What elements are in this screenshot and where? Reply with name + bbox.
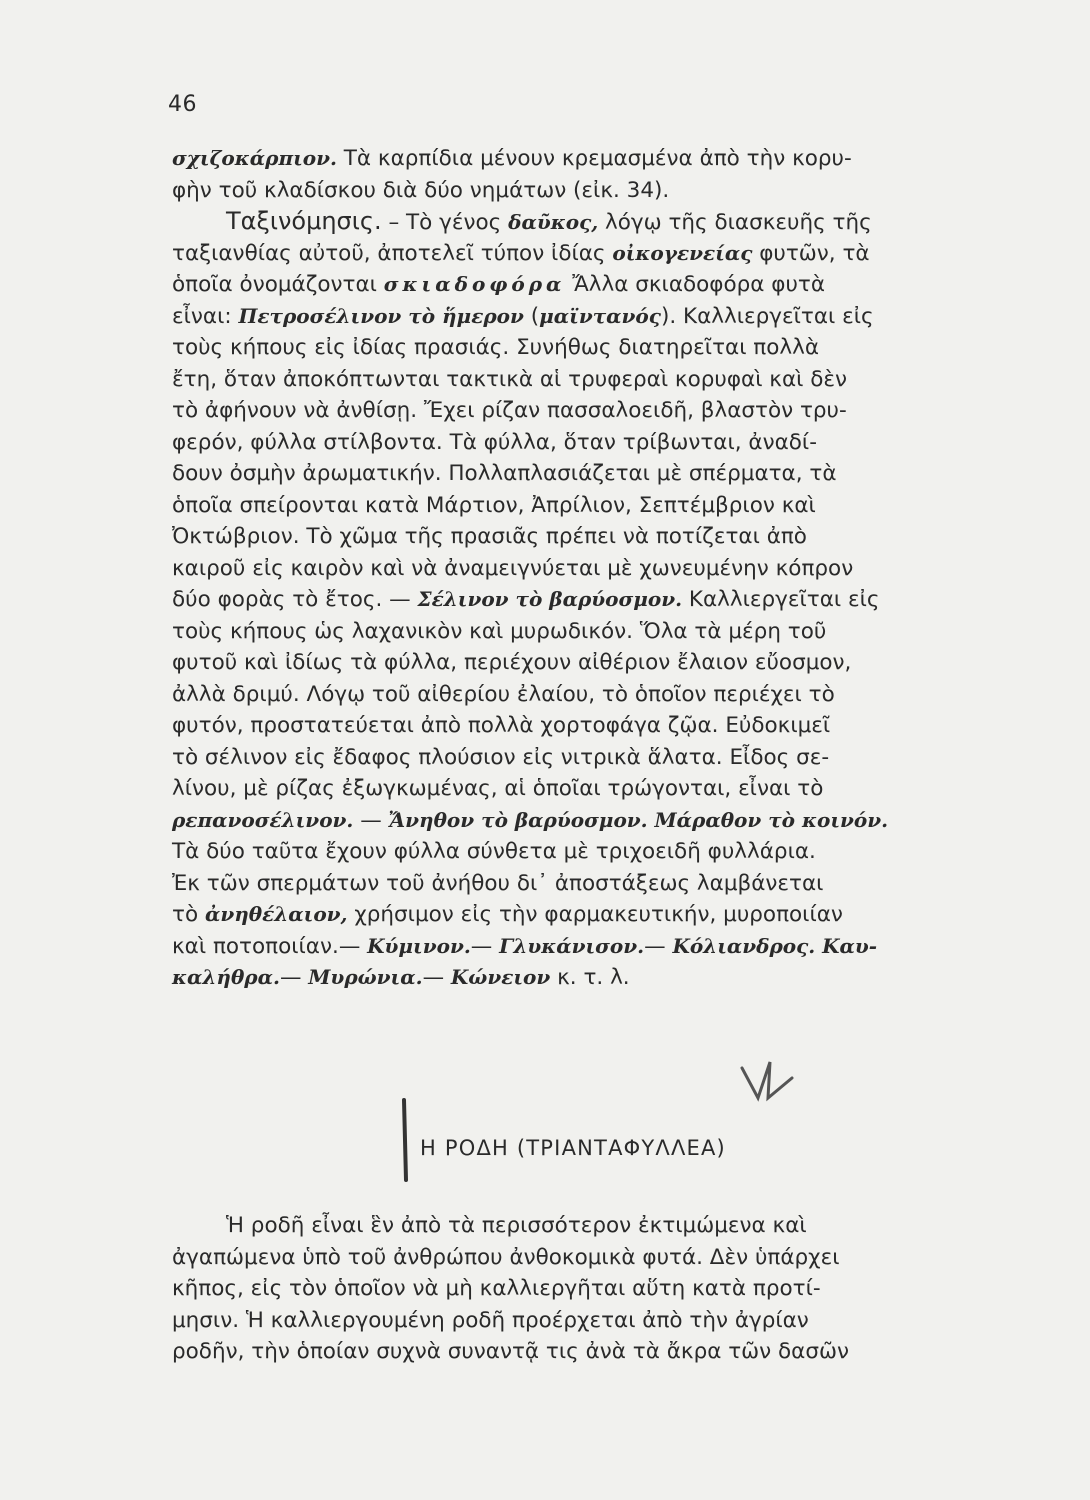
body-text-rodi: [172, 1210, 1034, 1368]
text-line: ὁποῖα ὀνομάζονται σκιαδοφόρα Ἄλλα σκιαδοφόρα φυτὰ: [172, 272, 826, 297]
term-skiadofora: σκιαδοφόρα: [383, 272, 566, 296]
term-anithon: Ἄνηθον τὸ βαρύοσμον.: [388, 807, 648, 832]
text-line: καιροῦ εἰς καιρὸν καὶ νὰ ἀναμειγνύεται μὲ χωνευμένην κόπρον: [172, 555, 854, 581]
text-line: τὸ ἀφήνουν νὰ ἀνθίσῃ. Ἔχει ρίζαν πασσαλοειδῆ, βλαστὸν τρυ-: [172, 398, 847, 423]
term-kaukalithra-end: καλήθρα.: [172, 965, 280, 989]
body-text-main: [172, 143, 1034, 994]
text-line: σχιζοκάρπιον. Τὰ καρπίδια μένουν κρεμασμένα ἀπὸ τὴν κορυ-: [172, 146, 852, 171]
term-myronia: Μυρώνια.: [308, 965, 423, 989]
text-line: κῆπος, εἰς τὸν ὁποῖον νὰ μὴ καλλιεργῆται αὕτη κατὰ προτί-: [172, 1276, 821, 1301]
term-kyminon: Κύμινον.: [367, 933, 471, 958]
text-line: εἶναι: Πετροσέλινον τὸ ἥμερον (μαϊντανός). Καλλιεργεῖται εἰς: [172, 303, 874, 329]
term-schizocarpion: σχιζοκάρπιον.: [172, 146, 337, 170]
text-line: καλήθρα.— Μυρώνια.— Κώνειον κ. τ. λ.: [172, 965, 630, 990]
text-line: φὴν τοῦ κλαδίσκου διὰ δύο νημάτων (εἰκ. 34).: [172, 177, 670, 203]
term-marathon: Μάραθον τὸ κοινόν.: [654, 807, 889, 832]
text-line: δύο φορὰς τὸ ἔτος. — Σέλινον τὸ βαρύοσμον. Καλλιεργεῖται εἰς: [172, 587, 880, 612]
text-line: λίνου, μὲ ρίζας ἐξωγκωμένας, αἱ ὁποῖαι τρώγονται, εἶναι τὸ: [172, 776, 824, 801]
text-line: Ταξινόμησις. – Τὸ γένος δαῦκος, λόγῳ τῆς διασκευῆς τῆς: [226, 207, 872, 235]
term-kaukalithra-start: Καυ-: [822, 933, 878, 958]
text-line: φυτοῦ καὶ ἰδίως τὰ φύλλα, περιέχουν αἰθέριον ἔλαιον εὔοσμον,: [172, 650, 852, 675]
term-koneion: Κώνειον: [450, 965, 551, 989]
text-line: ροδῆν, τὴν ὁποίαν συχνὰ συναντᾷ τις ἀνὰ τὰ ἄκρα τῶν δασῶν: [172, 1339, 849, 1364]
text-line: ἔτη, ὅταν ἀποκόπτωνται τακτικὰ αἱ τρυφεραὶ κορυφαὶ καὶ δὲν: [172, 366, 848, 392]
text-line: τοὺς κήπους εἰς ἰδίας πρασιάς. Συνήθως διατηρεῖται πολλὰ: [172, 335, 820, 360]
section-heading-rodi: Η ΡΟΔΗ (ΤΡΙΑΝΤΑΦΥΛΛΕΑ): [420, 1136, 726, 1160]
text-line: ἀγαπώμενα ὑπὸ τοῦ ἀνθρώπου ἀνθοκομικὰ φυτά. Δὲν ὑπάρχει: [172, 1244, 840, 1270]
term-daukos: δαῦκος,: [508, 210, 599, 234]
pencil-checkmark: [742, 1062, 792, 1098]
text-line: ταξιανθίας αὐτοῦ, ἀποτελεῖ τύπον ἰδίας οἰκογενείας φυτῶν, τὰ: [172, 240, 870, 266]
subheading-taxinomisis: Ταξινόμησις.: [226, 207, 382, 235]
text-line: καὶ ποτοποιίαν.— Κύμινον.— Γλυκάνισον.— Κόλιανδρος. Καυ-: [172, 933, 878, 959]
text-line: Ἡ ροδῆ εἶναι ἓν ἀπὸ τὰ περισσότερον ἐκτιμώμενα καὶ: [226, 1213, 807, 1238]
text-line: δουν ὀσμὴν ἀρωματικήν. Πολλαπλασιάζεται μὲ σπέρματα, τὰ: [172, 461, 837, 486]
term-koliandros: Κόλιανδρος.: [672, 933, 816, 958]
term-oikogeneias: οἰκογενείας: [612, 240, 753, 265]
text-line: τοὺς κήπους ὡς λαχανικὸν καὶ μυρωδικόν. Ὅλα τὰ μέρη τοῦ: [172, 618, 827, 644]
term-repanoselinon: ρεπανοσέλινον.: [172, 807, 354, 832]
text-line: τὸ ἀνηθέλαιον, χρήσιμον εἰς τὴν φαρμακευτικήν, μυροποιίαν: [172, 902, 843, 927]
term-maintanos: μαϊντανός: [539, 303, 661, 328]
text-line: μησιν. Ἡ καλλιεργουμένη ροδῆ προέρχεται ἀπὸ τὴν ἀγρίαν: [172, 1307, 809, 1333]
text-line: Ἐκ τῶν σπερμάτων τοῦ ἀνήθου δι᾽ ἀποστάξεως λαμβάνεται: [172, 870, 824, 896]
page-number: 46: [168, 92, 197, 117]
text-line: Τὰ δύο ταῦτα ἔχουν φύλλα σύνθετα μὲ τριχοειδῆ φυλλάρια.: [172, 839, 816, 864]
pencil-vertical-line: [404, 1100, 406, 1180]
text-line: ὁποῖα σπείρονται κατὰ Μάρτιον, Ἀπρίλιον, Σεπτέμβριον καὶ: [172, 492, 816, 518]
term-selinon: Σέλινον τὸ βαρύοσμον.: [417, 587, 683, 611]
text-line: ἀλλὰ δριμύ. Λόγῳ τοῦ αἰθερίου ἐλαίου, τὸ ὁποῖον περιέχει τὸ: [172, 681, 835, 707]
text-line: ρεπανοσέλινον. — Ἄνηθον τὸ βαρύοσμον. Μάραθον τὸ κοινόν.: [172, 807, 889, 833]
term-anithelaion: ἀνηθέλαιον,: [204, 902, 348, 926]
text-line: Ὀκτώβριον. Τὸ χῶμα τῆς πρασιᾶς πρέπει νὰ ποτίζεται ἀπὸ: [172, 524, 807, 549]
term-glykanison: Γλυκάνισον.: [499, 933, 645, 958]
text-line: φερόν, φύλλα στίλβοντα. Τὰ φύλλα, ὅταν τρίβωνται, ἀναδί-: [172, 429, 817, 455]
text-line: τὸ σέλινον εἰς ἔδαφος πλούσιον εἰς νιτρικὰ ἅλατα. Εἶδος σε-: [172, 744, 830, 770]
text-line: φυτόν, προστατεύεται ἀπὸ πολλὰ χορτοφάγα ζῷα. Εὐδοκιμεῖ: [172, 713, 831, 738]
term-petroselinon: Πετροσέλινον τὸ ἥμερον: [238, 303, 524, 328]
